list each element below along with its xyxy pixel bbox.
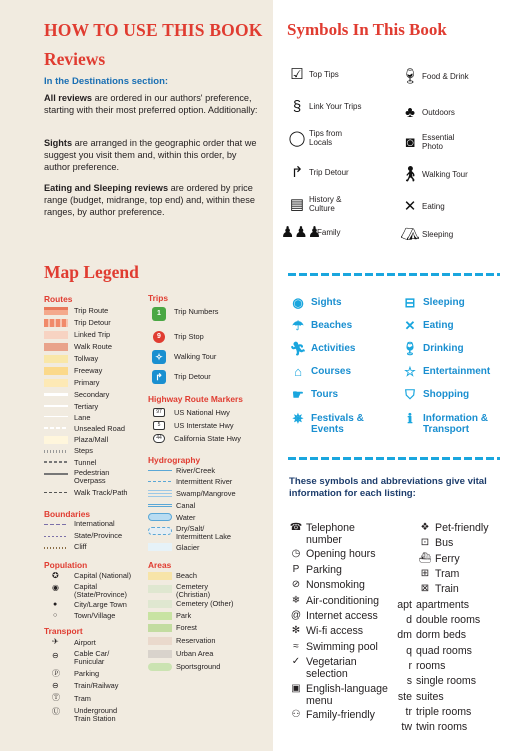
reviews-paragraph-3: Eating and Sleeping reviews are ordered by price range (budget, midrange, top end) and, within these ranges, by author preference. bbox=[44, 183, 255, 218]
california-shield: 44 bbox=[153, 434, 165, 443]
info-row: ☎ Telephone number bbox=[289, 522, 355, 546]
walk-route-swatch bbox=[44, 343, 68, 351]
legend-item: Trip Numbers bbox=[174, 307, 219, 316]
areas-heading: Areas bbox=[148, 560, 172, 570]
category-row: ☆ Entertainment bbox=[401, 366, 503, 378]
river-swatch bbox=[148, 470, 172, 471]
population-heading: Population bbox=[44, 560, 88, 570]
legend-item: Park bbox=[176, 611, 192, 620]
tertiary-swatch bbox=[44, 405, 68, 407]
legend-item: Trip Stop bbox=[174, 332, 204, 341]
wine-icon: 🍷︎ bbox=[400, 67, 420, 85]
legend-item: Unsealed Road bbox=[74, 424, 125, 433]
primary-swatch bbox=[44, 379, 68, 387]
airport-icon: ✈ bbox=[52, 637, 59, 646]
info-row: ❖ Pet-friendly bbox=[418, 522, 507, 534]
tollway-swatch bbox=[44, 355, 68, 363]
mortarboard-icon: ⌂ bbox=[294, 364, 302, 379]
symbol-row: ☑ Top Tips bbox=[287, 64, 364, 84]
abbr-row: apt apartments bbox=[397, 599, 469, 611]
family-icon: ♟♟♟ bbox=[280, 223, 322, 241]
reviews-heading: Reviews bbox=[44, 49, 106, 69]
us-interstate-shield: 5 bbox=[153, 421, 165, 430]
cemetery-other-swatch bbox=[148, 600, 172, 608]
reservation-swatch bbox=[148, 637, 172, 645]
trips-heading: Trips bbox=[148, 293, 169, 303]
cliff-swatch bbox=[44, 547, 68, 549]
trip-detour-swatch bbox=[44, 319, 68, 327]
symbol-row: ♟♟♟ Family bbox=[280, 223, 341, 241]
legend-item: Tollway bbox=[74, 354, 99, 363]
legend-item: River/Creek bbox=[176, 466, 216, 475]
tunnel-swatch bbox=[44, 461, 68, 463]
symbol-row: ⛺︎ Sleeping bbox=[400, 225, 454, 243]
international-swatch bbox=[44, 524, 68, 525]
legend-item: Trip Detour bbox=[174, 372, 211, 381]
info-row: ⚇ Family-friendly bbox=[289, 709, 406, 721]
abbr-row: dm dorm beds bbox=[397, 629, 467, 641]
secondary-swatch bbox=[44, 393, 68, 396]
abbr-row: d double rooms bbox=[406, 614, 481, 626]
info-row: ▣ English-language menu bbox=[289, 683, 406, 707]
legend-item: Underground Train Station bbox=[74, 706, 118, 723]
symbol-row: § Link Your Trips bbox=[287, 96, 364, 116]
legend-item: Cliff bbox=[74, 542, 87, 551]
legend-item: Tram bbox=[74, 694, 91, 703]
legend-item: Forest bbox=[176, 623, 197, 632]
unsealed-road-swatch bbox=[44, 427, 68, 429]
legend-item: Tunnel bbox=[74, 458, 97, 467]
english-menu-icon: ▣ bbox=[291, 683, 301, 694]
eye-icon: ◉ bbox=[292, 295, 304, 310]
shopping-bag-icon: ⛉ bbox=[405, 387, 415, 402]
legend-item: Walking Tour bbox=[174, 352, 217, 361]
bed-icon: ⛺︎ bbox=[400, 225, 420, 243]
telephone-icon: ☎ bbox=[289, 522, 303, 533]
paw-icon: ❖ bbox=[420, 522, 430, 533]
train-icon: ⊖ bbox=[52, 681, 59, 690]
runner-icon: 🏃︎ bbox=[289, 341, 307, 356]
freeway-swatch bbox=[44, 367, 68, 375]
swamp-swatch bbox=[148, 489, 172, 497]
info-row: ⊠ Train bbox=[418, 583, 507, 595]
walking-tour-icon: ✧ bbox=[152, 350, 166, 364]
category-row: ✕ Eating bbox=[401, 320, 503, 332]
highway-heading: Highway Route Markers bbox=[148, 394, 243, 404]
symbols-title: Symbols In This Book bbox=[287, 20, 447, 39]
forest-swatch bbox=[148, 624, 172, 632]
camera-icon: ◙ bbox=[405, 133, 415, 151]
category-row: ⌂ Courses bbox=[289, 366, 391, 378]
section-divider bbox=[288, 457, 500, 460]
tram-icon: Ⓣ bbox=[52, 693, 60, 702]
legend-item: Primary bbox=[74, 378, 100, 387]
abbr-row: s single rooms bbox=[406, 675, 477, 687]
star-icon: ☆ bbox=[404, 364, 416, 379]
legend-item: Swamp/Mangrove bbox=[176, 489, 236, 498]
canal-swatch bbox=[148, 504, 172, 507]
plaza-swatch bbox=[44, 436, 68, 444]
abbr-row: tw twin rooms bbox=[401, 721, 468, 733]
info-row: ❄ Air-conditioning bbox=[289, 595, 416, 607]
clock-icon: ◷ bbox=[291, 548, 301, 559]
category-row: ◉ Sights bbox=[289, 297, 391, 309]
dry-lake-swatch bbox=[148, 527, 172, 535]
festival-icon: ✵ bbox=[292, 411, 304, 426]
info-row: ✓ Vegetarian selection bbox=[289, 656, 390, 680]
legend-item: State/Province bbox=[74, 531, 123, 540]
legend-item: Parking bbox=[74, 669, 100, 678]
capital-state-icon: ◉ bbox=[52, 583, 59, 592]
checkmark-icon: ☑ bbox=[290, 65, 304, 83]
snowflake-icon: ❄ bbox=[291, 595, 301, 606]
category-row: ℹ Information & Transport bbox=[401, 413, 499, 435]
at-icon: @ bbox=[290, 610, 302, 621]
parking-icon: Ⓟ bbox=[52, 669, 60, 678]
transport-heading: Transport bbox=[44, 626, 83, 636]
info-row: ✻ Wi-fi access bbox=[289, 625, 416, 637]
info-row: ⊘ Nonsmoking bbox=[289, 579, 406, 591]
legend-item: Trip Detour bbox=[74, 318, 111, 327]
pedestrian-overpass-swatch bbox=[44, 473, 68, 475]
abbr-row: ste suites bbox=[397, 691, 444, 703]
legend-item: Glacier bbox=[176, 543, 200, 552]
lane-swatch bbox=[44, 416, 68, 417]
destinations-subheading: In the Destinations section: bbox=[44, 76, 169, 87]
park-swatch bbox=[148, 612, 172, 620]
trip-number-badge: 1 bbox=[152, 307, 166, 321]
symbol-row: ✕ Eating bbox=[400, 196, 477, 216]
category-row: ✵ Festivals & Events bbox=[289, 413, 371, 435]
glass-icon: 🍷︎ bbox=[401, 341, 419, 356]
legend-item: Dry/Salt/ Intermittent Lake bbox=[176, 524, 232, 541]
legend-item: International bbox=[74, 519, 115, 528]
routes-heading: Routes bbox=[44, 294, 73, 304]
legend-item: Pedestrian Overpass bbox=[74, 468, 110, 485]
vegetarian-icon: ✓ bbox=[291, 656, 301, 667]
parking-icon: P bbox=[292, 564, 300, 575]
info-row: ⊡ Bus bbox=[418, 537, 507, 549]
map-legend-heading: Map Legend bbox=[44, 262, 139, 282]
legend-item: Canal bbox=[176, 501, 196, 510]
legend-item: Walk Track/Path bbox=[74, 488, 128, 497]
legend-item: US Interstate Hwy bbox=[174, 421, 234, 430]
ferry-icon: ⛴︎ bbox=[418, 553, 432, 564]
info-row: @ Internet access bbox=[290, 610, 378, 622]
legend-item: Linked Trip bbox=[74, 330, 111, 339]
cemetery-christian-swatch bbox=[148, 585, 172, 593]
category-row: 🍷︎ Drinking bbox=[401, 341, 464, 356]
legend-item: Airport bbox=[74, 638, 96, 647]
water-swatch bbox=[148, 513, 172, 521]
symbol-row: ♣ Outdoors bbox=[400, 102, 477, 122]
legend-item: Walk Route bbox=[74, 342, 112, 351]
legend-item: Lane bbox=[74, 413, 91, 422]
wifi-icon: ✻ bbox=[291, 625, 301, 636]
legend-item: Trip Route bbox=[74, 306, 109, 315]
urban-area-swatch bbox=[148, 650, 172, 658]
symbol-row: ↱ Trip Detour bbox=[287, 162, 364, 182]
symbol-row: ◯ Tips from Locals bbox=[288, 129, 343, 147]
us-national-shield: 97 bbox=[153, 408, 165, 417]
family-friendly-icon: ⚇ bbox=[291, 709, 301, 720]
category-row: ☛ Tours bbox=[289, 389, 391, 401]
category-row: ☂ Beaches bbox=[289, 320, 391, 332]
glacier-swatch bbox=[148, 543, 172, 551]
abbr-row: tr triple rooms bbox=[405, 706, 472, 718]
legend-item: City/Large Town bbox=[74, 600, 127, 609]
capital-national-icon: ✪ bbox=[52, 571, 59, 580]
symbol-row: ◙ Essential Photo bbox=[400, 132, 477, 152]
trip-route-swatch bbox=[44, 307, 68, 315]
category-row: ⊟ Sleeping bbox=[401, 297, 503, 309]
legend-item: Water bbox=[176, 513, 196, 522]
legend-item: Plaza/Mall bbox=[74, 435, 109, 444]
info-row: ⊞ Tram bbox=[418, 568, 507, 580]
legend-item: Intermittent River bbox=[176, 477, 233, 486]
legend-item: Urban Area bbox=[176, 649, 214, 658]
legend-item: Beach bbox=[176, 571, 197, 580]
linked-trip-swatch bbox=[44, 331, 68, 339]
book-icon: ▤ bbox=[289, 195, 305, 213]
page-title: HOW TO USE THIS BOOK bbox=[44, 20, 263, 40]
bed-icon: ⊟ bbox=[404, 295, 416, 310]
legend-item: Capital (State/Province) bbox=[74, 582, 127, 599]
detour-arrow-icon: ↱ bbox=[290, 163, 304, 181]
abbr-row: r rooms bbox=[408, 660, 446, 672]
underground-icon: Ⓤ bbox=[52, 707, 60, 716]
train-icon: ⊠ bbox=[420, 583, 430, 594]
cable-car-icon: ⊖ bbox=[52, 651, 59, 660]
category-row: 🏃︎ Activities bbox=[289, 341, 356, 356]
city-icon: ● bbox=[53, 601, 58, 608]
cutlery-icon: ✕ bbox=[403, 197, 417, 215]
tram-icon: ⊞ bbox=[420, 568, 430, 579]
reviews-paragraph-1: All reviews are ordered in our authors' preference, starting with their most preferred option. Additionally: bbox=[44, 93, 258, 116]
bus-icon: ⊡ bbox=[420, 537, 430, 548]
legend-item: Reservation bbox=[176, 636, 216, 645]
legend-item: Capital (National) bbox=[74, 571, 132, 580]
legend-item: Tertiary bbox=[74, 402, 99, 411]
legend-item: Steps bbox=[74, 446, 93, 455]
tree-icon: ♣ bbox=[405, 103, 415, 121]
trip-detour-icon: ↱ bbox=[152, 370, 166, 384]
info-row: ⛴︎ Ferry bbox=[418, 553, 460, 565]
info-row: ◷ Opening hours bbox=[289, 548, 406, 560]
legend-item: California State Hwy bbox=[174, 434, 241, 443]
info-row: ≈ Swimming pool bbox=[289, 641, 416, 653]
section-divider bbox=[288, 273, 500, 276]
sportsground-swatch bbox=[148, 663, 172, 671]
legend-item: Freeway bbox=[74, 366, 103, 375]
walk-track-swatch bbox=[44, 492, 68, 493]
info-row: P Parking bbox=[289, 564, 406, 576]
symbol-row: ▤ History & Culture bbox=[287, 194, 364, 214]
legend-item: Secondary bbox=[74, 390, 110, 399]
legend-item: Train/Railway bbox=[74, 681, 119, 690]
state-swatch bbox=[44, 536, 68, 537]
legend-item: US National Hwy bbox=[174, 408, 230, 417]
info-title: These symbols and abbreviations give vital information for each listing: bbox=[289, 476, 487, 499]
boundaries-heading: Boundaries bbox=[44, 509, 91, 519]
walker-icon: 🚶︎ bbox=[400, 165, 420, 183]
umbrella-icon: ☂ bbox=[292, 318, 304, 333]
trip-stop-badge: 9 bbox=[153, 331, 165, 343]
tour-icon: ☛ bbox=[292, 387, 304, 402]
cutlery-icon: ✕ bbox=[404, 318, 416, 333]
legend-item: Cemetery (Other) bbox=[176, 599, 234, 608]
intermittent-river-swatch bbox=[148, 481, 172, 482]
town-icon: ○ bbox=[53, 612, 58, 619]
reviews-paragraph-2: Sights are arranged in the geographic order that we suggest you visit them and, within this order, by author preference. bbox=[44, 138, 257, 173]
abbr-row: q quad rooms bbox=[406, 645, 472, 657]
symbol-row: 🚶︎ Walking Tour bbox=[400, 165, 468, 183]
hydrography-heading: Hydrography bbox=[148, 455, 201, 465]
legend-item: Cemetery (Christian) bbox=[176, 582, 211, 599]
beach-swatch bbox=[148, 572, 172, 580]
category-row: ⛉ Shopping bbox=[401, 389, 503, 401]
legend-item: Sportsground bbox=[176, 662, 221, 671]
pool-icon: ≈ bbox=[293, 641, 299, 652]
steps-swatch bbox=[44, 450, 68, 453]
legend-item: Town/Village bbox=[74, 611, 116, 620]
legend-item: Cable Car/ Funicular bbox=[74, 649, 110, 666]
symbol-row: 🍷︎ Food & Drink bbox=[400, 67, 469, 85]
link-icon: § bbox=[292, 97, 302, 115]
info-icon: ℹ bbox=[407, 411, 413, 426]
speech-bubble-icon: ◯ bbox=[288, 129, 306, 147]
nosmoking-icon: ⊘ bbox=[291, 579, 301, 590]
